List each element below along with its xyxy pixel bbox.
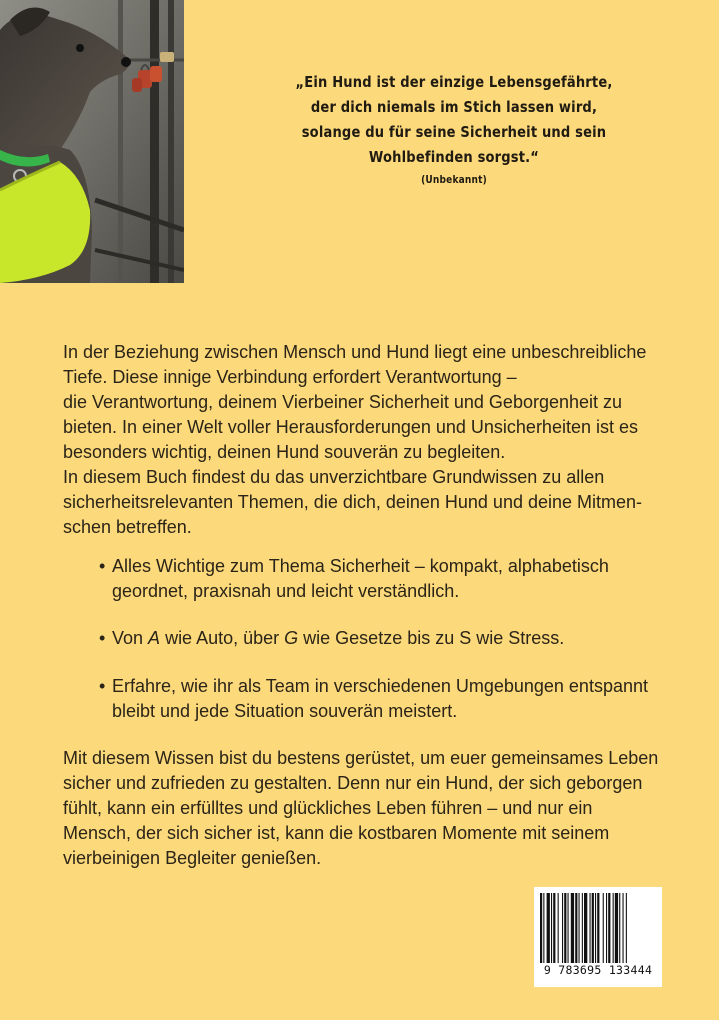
barcode-bar <box>571 893 574 963</box>
text-line: fühlt, kann ein erfülltes und glückliches Leben führen – und nur ein <box>63 798 593 818</box>
barcode-bar <box>547 893 550 963</box>
text-line: Alles Wichtige zum Thema Sicherheit – kompakt, alphabetisch <box>112 556 609 576</box>
text-line: sicher und zufrieden zu gestalten. Denn nur ein Hund, der sich geborgen <box>63 773 643 793</box>
text-line: Erfahre, wie ihr als Team in verschiedenen Umgebungen entspannt <box>112 676 648 696</box>
barcode-bar <box>575 893 577 963</box>
text-part: Von <box>112 628 149 648</box>
barcode-bar <box>584 893 587 963</box>
text-line: sicherheitsrelevanten Themen, die dich, deinen Hund und deine Mitmen- <box>63 492 643 512</box>
barcode-bar <box>608 893 610 963</box>
text-line: bieten. In einer Welt voller Herausforderungen und Unsicherheiten ist es <box>63 417 638 437</box>
quote-line: solange du für seine Sicherheit und sein <box>301 123 607 141</box>
barcode-bar <box>615 893 618 963</box>
text-line: geordnet, praxisnah und leicht verständlich. <box>112 581 460 601</box>
text-line: bleibt und jede Situation souverän meistert. <box>112 701 458 721</box>
text-line: vierbeinigen Begleiter genießen. <box>63 848 322 868</box>
text-line <box>99 626 669 651</box>
bullet-icon: • <box>99 676 106 696</box>
emphasis-letter: G <box>284 628 299 648</box>
intro-paragraph <box>63 340 663 540</box>
text-line: die Verantwortung, deinem Vierbeiner Sicherheit und Geborgenheit zu <box>63 392 623 412</box>
text-line: schen betreffen. <box>63 517 192 537</box>
text-part: wie Gesetze bis zu S wie Stress. <box>298 628 565 648</box>
barcode-bar <box>543 893 544 963</box>
barcode-bar <box>564 893 566 963</box>
barcode-bar <box>603 893 604 963</box>
barcode-bar <box>613 893 614 963</box>
text-line: Mit diesem Wissen bist du bestens gerüstet, um euer gemeinsames Leben <box>63 748 659 768</box>
emphasis-letter: A <box>148 628 161 648</box>
barcode-bar <box>568 893 569 963</box>
quote-line: „Ein Hund ist der einzige Lebensgefährte, <box>295 73 613 91</box>
barcode-bar <box>558 893 559 963</box>
list-item <box>99 674 669 724</box>
bullet-icon: • <box>99 628 106 648</box>
barcode-bars <box>540 893 656 963</box>
text-line: besonders wichtig, deinen Hund souverän zu begleiten. <box>63 442 506 462</box>
cover-photo-dog <box>0 0 184 283</box>
dog-illustration <box>0 0 184 283</box>
barcode-bar <box>592 893 594 963</box>
closing-paragraph <box>63 746 683 871</box>
text-line: In diesem Buch findest du das unverzichtbare Grundwissen zu allen <box>63 467 605 487</box>
barcode-bar <box>540 893 542 963</box>
barcode-bar <box>623 893 624 963</box>
barcode-bar <box>595 893 596 963</box>
barcode-bar <box>626 893 627 963</box>
isbn-barcode <box>534 887 662 987</box>
quote-source: (Unbekannt) <box>421 174 487 186</box>
barcode-bar <box>597 893 599 963</box>
barcode-bar <box>606 893 607 963</box>
isbn-digits: 9 783695 133444 <box>543 963 653 977</box>
list-item <box>99 554 669 604</box>
quote-block <box>285 70 622 188</box>
barcode-bar <box>590 893 591 963</box>
text-line: Tiefe. Diese innige Verbindung erfordert Verantwortung – <box>63 367 517 387</box>
barcode-bar <box>551 893 552 963</box>
quote-line: Wohlbefinden sorgst.“ <box>368 148 540 166</box>
list-item <box>99 626 669 651</box>
bullet-icon: • <box>99 556 106 576</box>
barcode-bar <box>562 893 563 963</box>
quote-line: der dich niemals im Stich lassen wird, <box>310 98 598 116</box>
barcode-bar <box>553 893 555 963</box>
barcode-bar <box>619 893 620 963</box>
barcode-bar <box>579 893 580 963</box>
text-part: wie Auto, über <box>160 628 285 648</box>
text-line: Mensch, der sich sicher ist, kann die kostbaren Momente mit seinem <box>63 823 610 843</box>
barcode-bar <box>582 893 583 963</box>
text-line: In der Beziehung zwischen Mensch und Hund liegt eine unbeschreibliche <box>63 342 647 362</box>
